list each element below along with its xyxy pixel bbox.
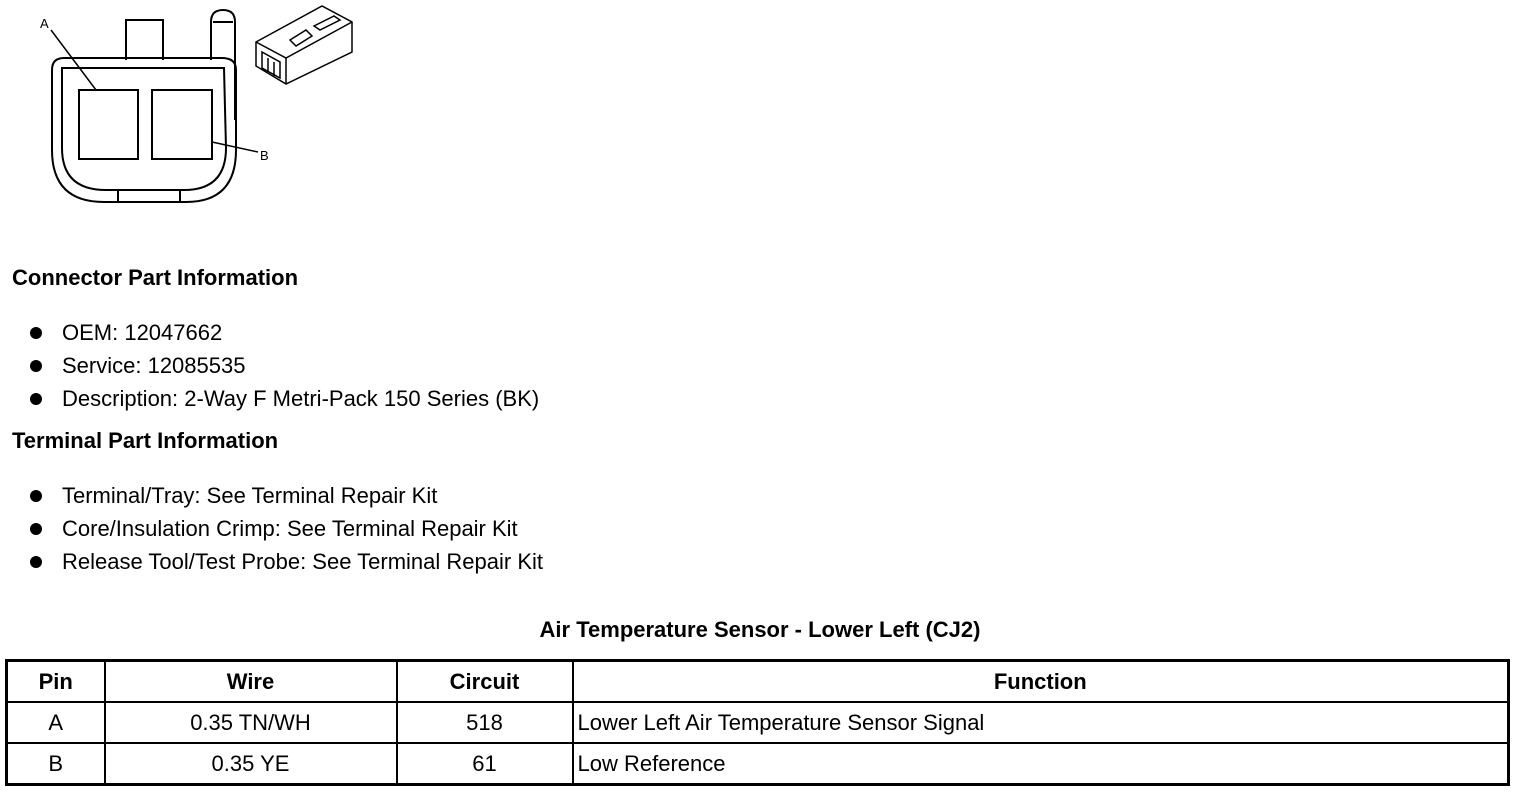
terminal-part-info-heading: Terminal Part Information bbox=[12, 428, 279, 453]
bullet-icon bbox=[30, 490, 42, 502]
pin-label-b: B bbox=[260, 148, 269, 163]
wire-cell: 0.35 TN/WH bbox=[105, 702, 397, 743]
bullet-icon bbox=[30, 327, 42, 339]
function-cell: Low Reference bbox=[573, 743, 1509, 785]
bullet-icon bbox=[30, 393, 42, 405]
pin-cell: B bbox=[7, 743, 105, 785]
list-item: Release Tool/Test Probe: See Terminal Repair Kit bbox=[28, 545, 543, 578]
list-item: Description: 2-Way F Metri-Pack 150 Series (BK) bbox=[28, 382, 539, 415]
table-row bbox=[7, 702, 1509, 743]
column-header-function: Function bbox=[573, 661, 1509, 703]
bullet-icon bbox=[30, 360, 42, 372]
pin-cell: A bbox=[7, 702, 105, 743]
connector-diagram bbox=[0, 0, 400, 220]
circuit-cell: 61 bbox=[397, 743, 573, 785]
bullet-icon bbox=[30, 523, 42, 535]
column-header-wire: Wire bbox=[105, 661, 397, 703]
column-header-pin: Pin bbox=[7, 661, 105, 703]
circuit-cell: 518 bbox=[397, 702, 573, 743]
cavity-b bbox=[152, 90, 212, 159]
terminal-part-list bbox=[28, 479, 543, 578]
list-item: Terminal/Tray: See Terminal Repair Kit bbox=[28, 479, 543, 512]
table-header-row bbox=[7, 661, 1509, 703]
bullet-icon bbox=[30, 556, 42, 568]
connector-part-list bbox=[28, 316, 539, 415]
list-item: OEM: 12047662 bbox=[28, 316, 539, 349]
column-header-circuit: Circuit bbox=[397, 661, 573, 703]
list-item: Core/Insulation Crimp: See Terminal Repair Kit bbox=[28, 512, 543, 545]
function-cell: Lower Left Air Temperature Sensor Signal bbox=[573, 702, 1509, 743]
pin-label-a: A bbox=[40, 16, 49, 31]
pinout-table bbox=[5, 659, 1510, 786]
wire-cell: 0.35 YE bbox=[105, 743, 397, 785]
table-row bbox=[7, 743, 1509, 785]
list-item: Service: 12085535 bbox=[28, 349, 539, 382]
connector-lock-finger bbox=[211, 10, 235, 120]
connector-part-info-heading: Connector Part Information bbox=[12, 265, 299, 290]
connector-latch-tab bbox=[126, 20, 163, 60]
cavity-a bbox=[79, 90, 138, 159]
connector-isometric-view bbox=[256, 6, 352, 84]
pinout-table-title: Air Temperature Sensor - Lower Left (CJ2) bbox=[539, 617, 981, 642]
